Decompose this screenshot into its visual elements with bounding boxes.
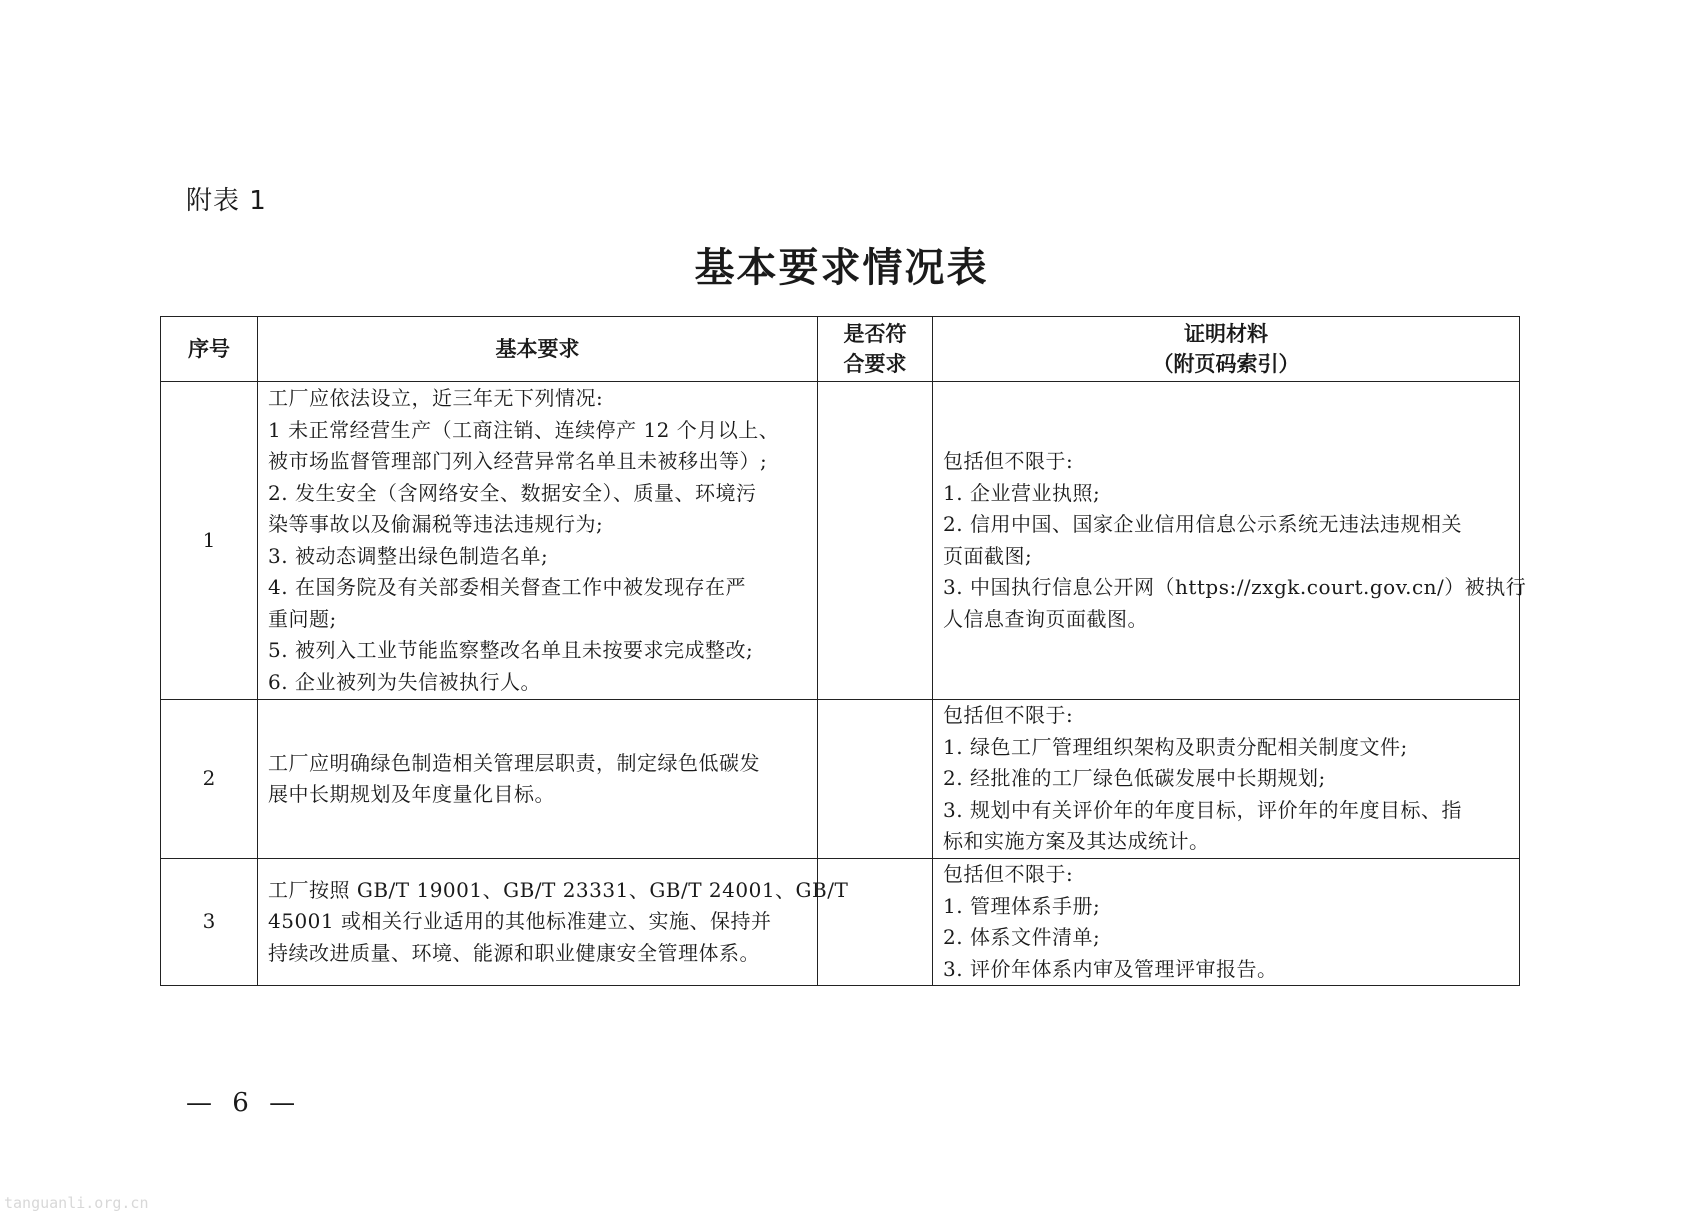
evidence-line: 包括但不限于: — [943, 862, 1074, 886]
evidence-cell — [933, 700, 1520, 859]
compliance-header-line-2: 合要求 — [843, 352, 907, 376]
evidence-line: 包括但不限于: — [943, 449, 1074, 473]
evidence-line: 2. 信用中国、国家企业信用信息公示系统无违法违规相关 — [943, 512, 1462, 536]
requirement-line: 1 未正常经营生产（工商注销、连续停产 12 个月以上、 — [268, 417, 780, 442]
requirement-line: 工厂应依法设立，近三年无下列情况: — [268, 386, 604, 410]
column-header-evidence — [933, 317, 1520, 382]
evidence-cell — [933, 382, 1527, 700]
requirement-cell — [258, 382, 818, 700]
evidence-cell — [933, 859, 1520, 986]
requirements-table — [160, 316, 1527, 986]
requirement-line: 工厂按照 GB/T 19001、GB/T 23331、GB/T 24001、GB/T — [268, 877, 849, 902]
table-row — [161, 700, 1520, 859]
requirement-line: 6. 企业被列为失信被执行人。 — [268, 669, 541, 694]
page-title: 基本要求情况表 — [694, 244, 989, 291]
row-index: 2 — [161, 700, 258, 859]
requirement-line: 3. 被动态调整出绿色制造名单; — [268, 543, 549, 568]
requirement-line: 持续改进质量、环境、能源和职业健康安全管理体系。 — [268, 940, 760, 965]
table-row — [161, 382, 1520, 700]
table-row — [161, 859, 1520, 986]
compliance-header-line-1: 是否符 — [843, 322, 907, 346]
appendix-label: 附表 1 — [186, 186, 267, 216]
requirement-line: 工厂应明确绿色制造相关管理层职责，制定绿色低碳发 — [268, 750, 760, 775]
evidence-line: 3. 规划中有关评价年的年度目标，评价年的年度目标、指 — [943, 797, 1462, 822]
evidence-line: 人信息查询页面截图。 — [943, 606, 1148, 631]
evidence-line: 3. 评价年体系内审及管理评审报告。 — [943, 956, 1278, 981]
row-index: 3 — [161, 859, 258, 986]
evidence-line: 1. 绿色工厂管理组织架构及职责分配相关制度文件; — [943, 734, 1408, 759]
evidence-line: 包括但不限于: — [943, 703, 1074, 728]
requirement-cell — [258, 859, 849, 986]
requirement-line: 展中长期规划及年度量化目标。 — [268, 782, 555, 806]
requirement-line: 4. 在国务院及有关部委相关督查工作中被发现存在严 — [268, 575, 746, 599]
evidence-line: 1. 管理体系手册; — [943, 893, 1101, 918]
column-header-compliance — [818, 317, 933, 382]
column-header-index: 序号 — [161, 317, 258, 382]
watermark: tanguanli.org.cn — [4, 1194, 149, 1212]
row-index: 1 — [161, 382, 258, 700]
requirement-line: 2. 发生安全（含网络安全、数据安全）、质量、环境污 — [268, 480, 757, 505]
evidence-line: 1. 企业营业执照; — [943, 480, 1101, 505]
evidence-line: 页面截图; — [943, 543, 1033, 568]
requirement-line: 5. 被列入工业节能监察整改名单且未按要求完成整改; — [268, 638, 754, 662]
column-header-requirement: 基本要求 — [258, 317, 818, 382]
compliance-cell — [818, 700, 933, 859]
table-header-row — [161, 317, 1520, 382]
requirement-line: 染等事故以及偷漏税等违法违规行为; — [268, 512, 604, 536]
evidence-line: 3. 中国执行信息公开网（https://zxgk.court.gov.cn/）被执行 — [943, 575, 1527, 599]
evidence-line: 标和实施方案及其达成统计。 — [943, 829, 1210, 854]
requirement-cell — [258, 700, 818, 859]
evidence-header-line-1: 证明材料 — [1184, 322, 1268, 346]
compliance-cell — [818, 382, 933, 700]
evidence-line: 2. 体系文件清单; — [943, 925, 1101, 949]
evidence-line: 2. 经批准的工厂绿色低碳发展中长期规划; — [943, 766, 1326, 791]
page-number: — 6 — — [186, 1088, 302, 1118]
requirement-line: 重问题; — [268, 606, 337, 631]
requirement-line: 45001 或相关行业适用的其他标准建立、实施、保持并 — [268, 909, 772, 934]
requirement-line: 被市场监督管理部门列入经营异常名单且未被移出等）; — [268, 449, 768, 473]
evidence-header-line-2: （附页码索引） — [1152, 352, 1300, 376]
